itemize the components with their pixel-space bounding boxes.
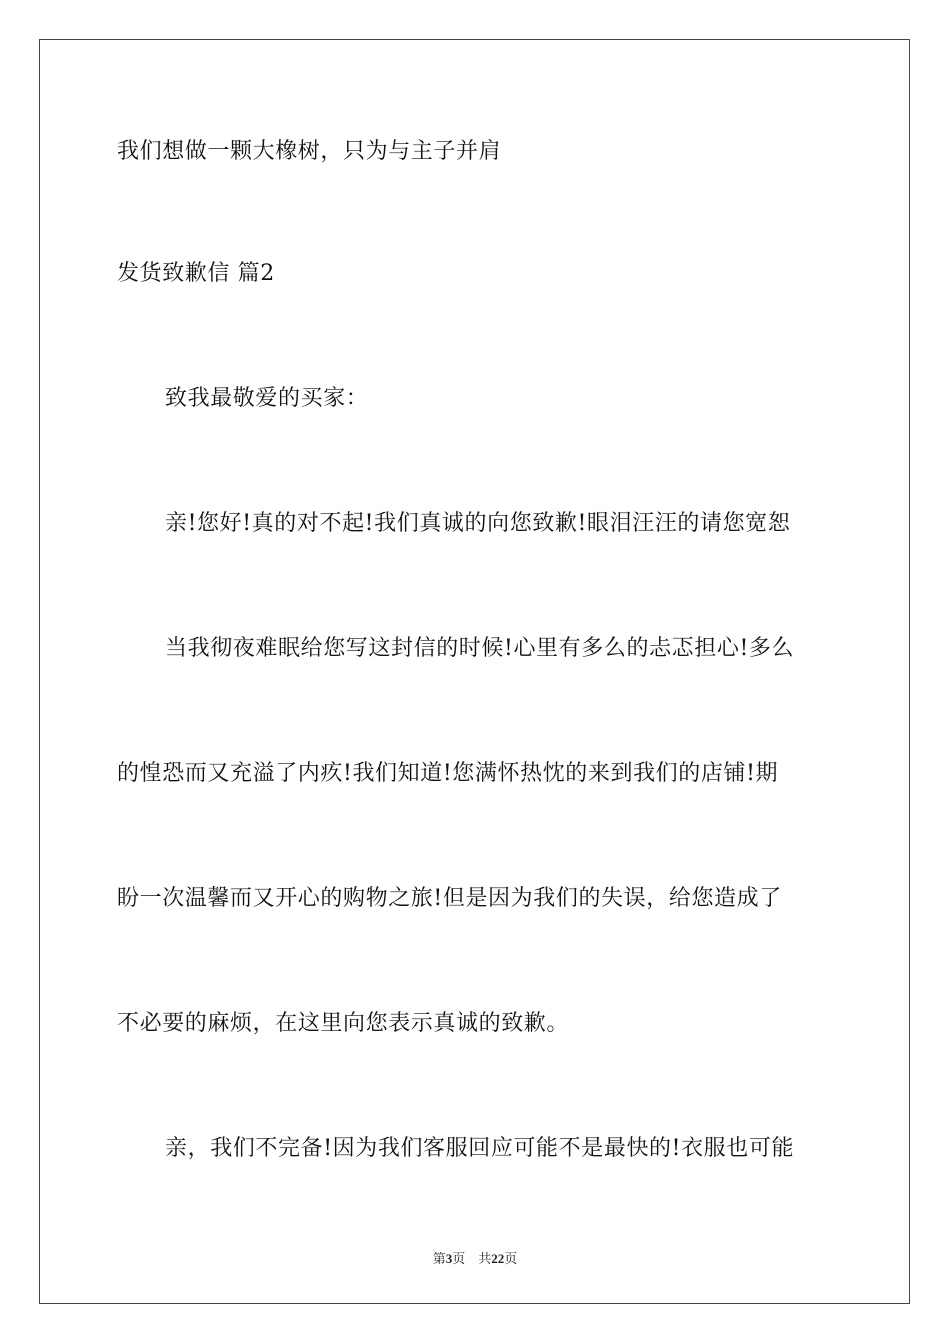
paragraph-2-line-4: 不必要的麻烦，在这里向您表示真诚的致歉。 [117,1011,570,1036]
page-prefix: 第 [432,1251,446,1266]
page-suffix: 页 [452,1251,466,1266]
paragraph-3-line-1: 亲，我们不完备!因为我们客服回应可能不是最快的!衣服也可能 [165,1136,795,1161]
paragraph-1-line-1: 亲!您好!真的对不起!我们真诚的向您致歉!眼泪汪汪的请您宽恕 [165,511,791,536]
total-suffix: 页 [504,1251,518,1266]
section-heading: 发货致歉信 篇2 [117,261,275,286]
page-frame [39,39,910,1304]
page-footer [0,1248,950,1267]
paragraph-2-line-3: 盼一次温馨而又开心的购物之旅!但是因为我们的失误，给您造成了 [117,886,782,911]
paragraph-2-line-2: 的惶恐而又充溢了内疚!我们知道!您满怀热忱的来到我们的店铺!期 [117,761,779,786]
total-pages: 22 [491,1251,505,1266]
page-number: 3 [445,1251,453,1266]
total-prefix: 共 [478,1251,492,1266]
salutation: 致我最敬爱的买家： [165,386,369,411]
paragraph-2-line-1: 当我彻夜难眠给您写这封信的时候!心里有多么的忐忑担心!多么 [165,636,795,661]
text-line-1: 我们想做一颗大橡树，只为与主子并肩 [117,139,502,164]
